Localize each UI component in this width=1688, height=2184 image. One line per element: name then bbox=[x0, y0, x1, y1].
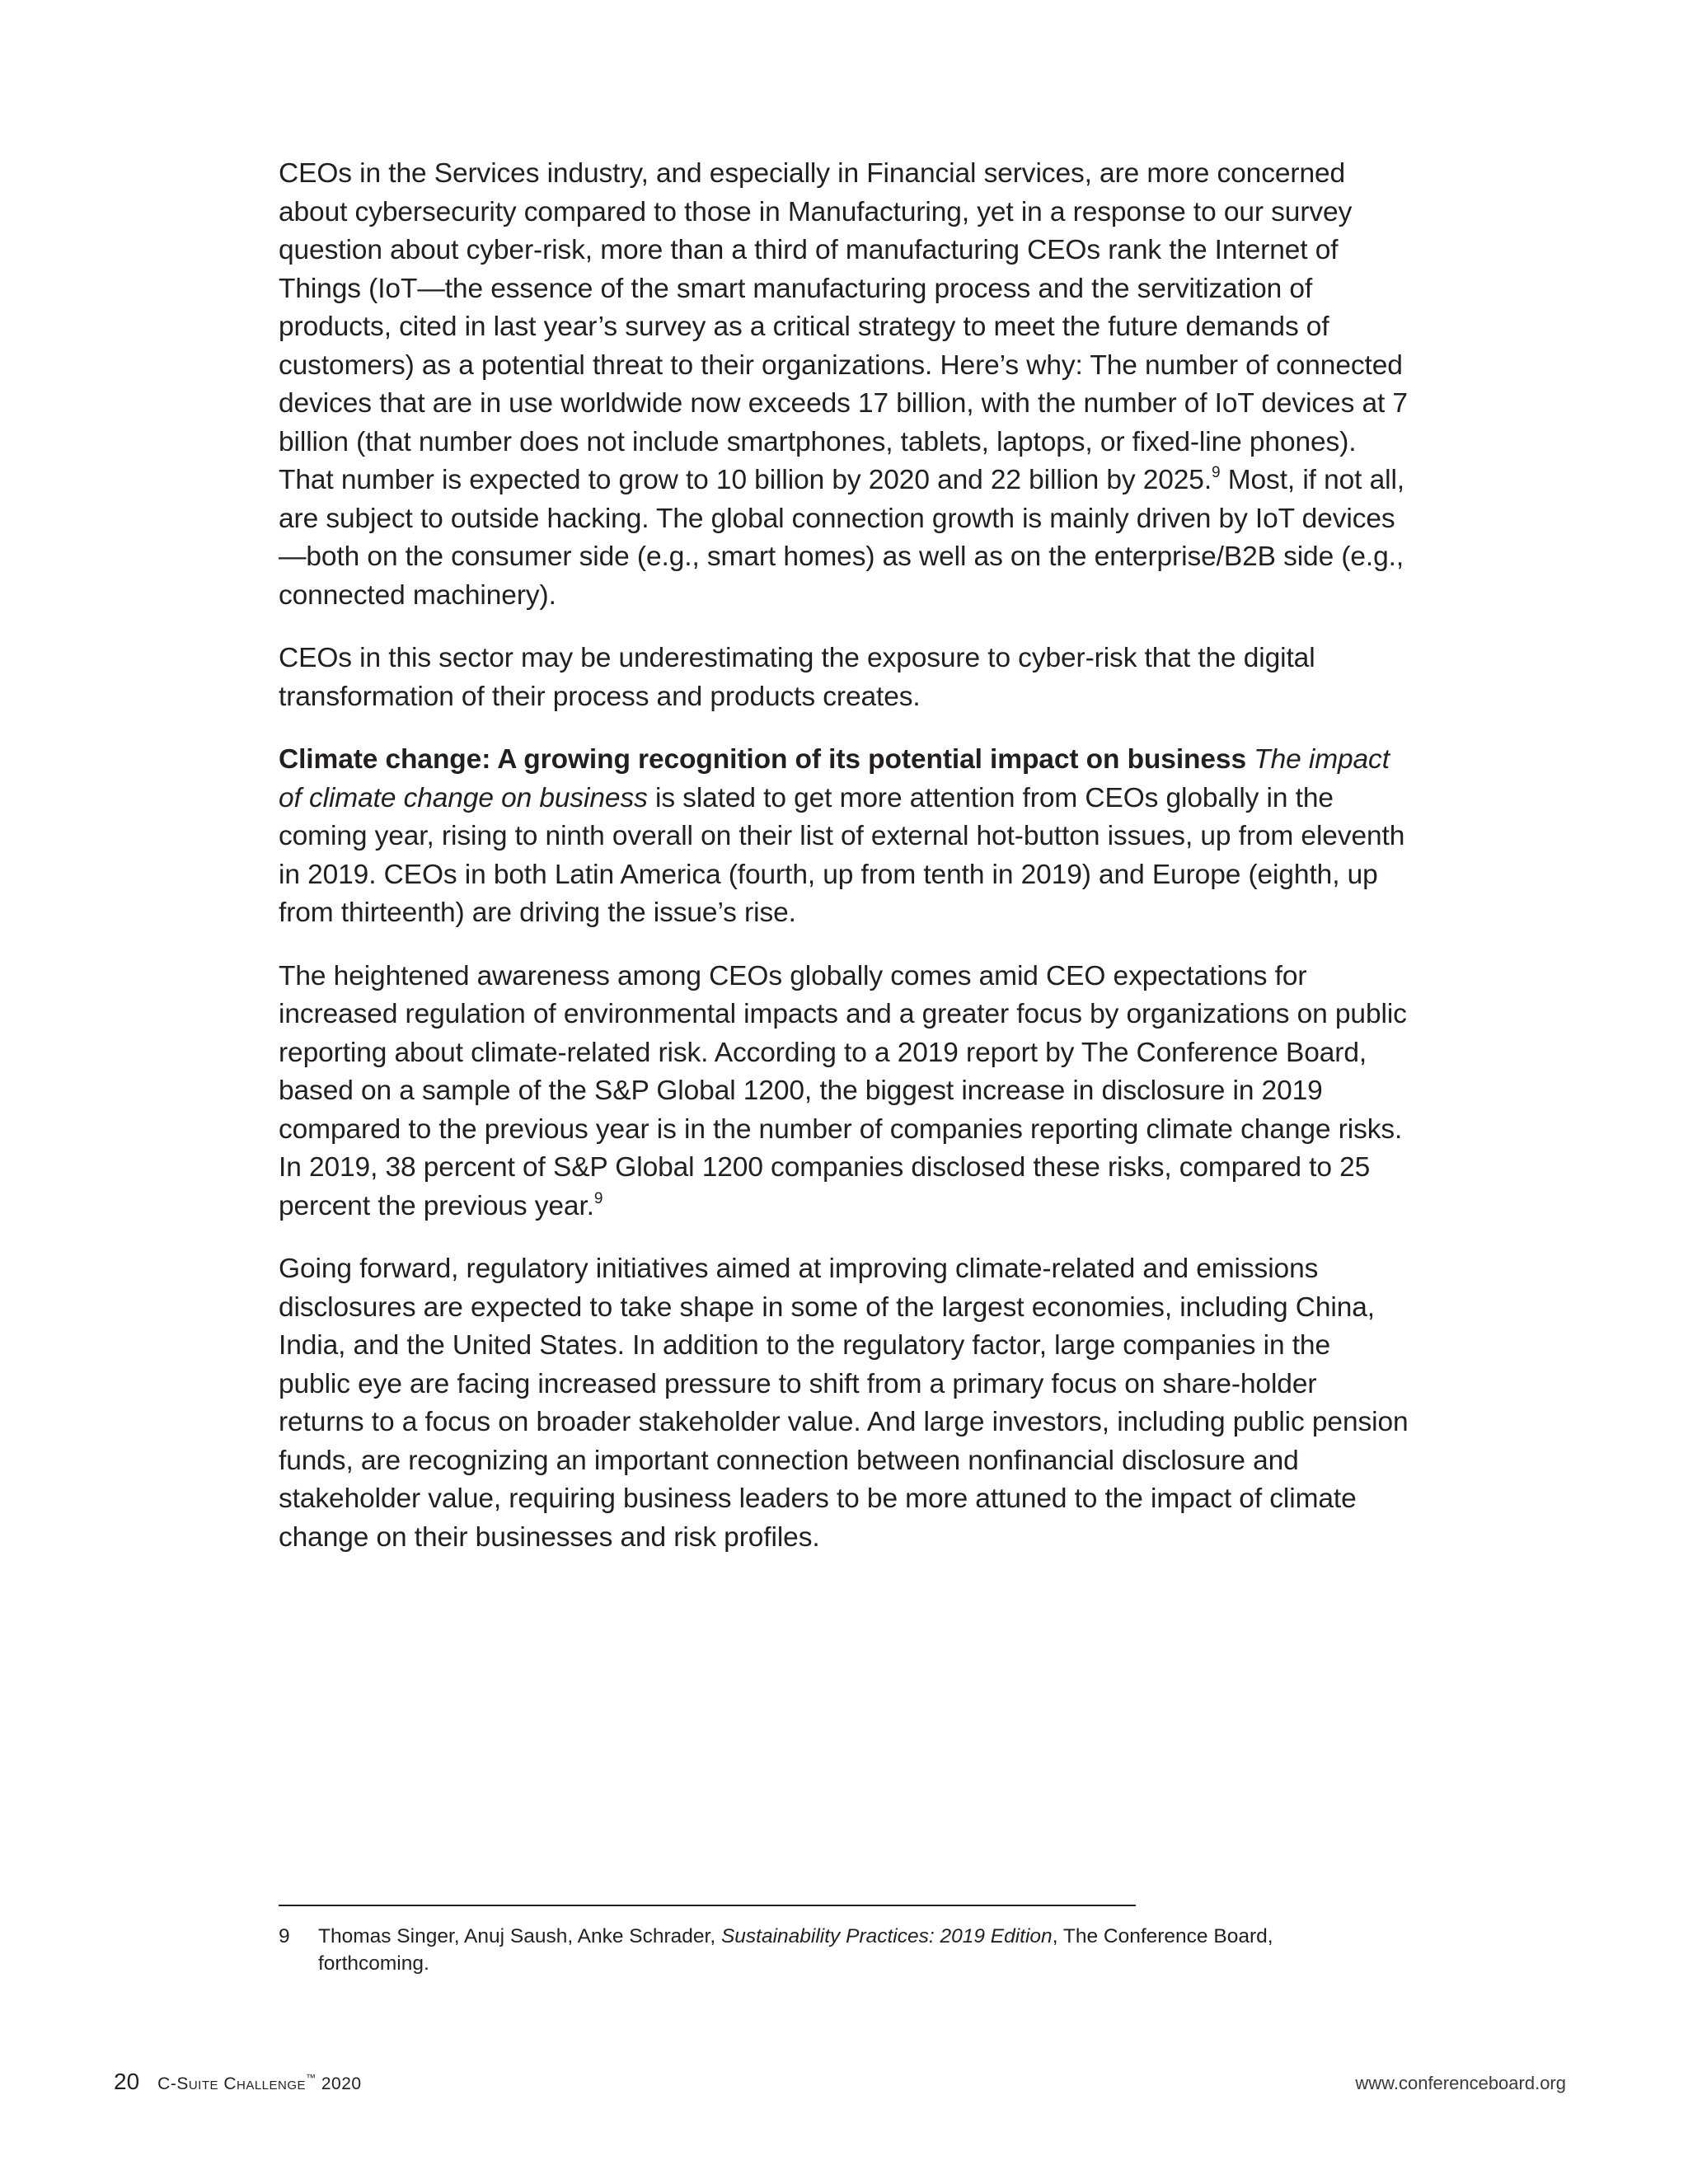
paragraph-heightened-awareness bbox=[279, 958, 1409, 1226]
paragraph-text: CEOs in the Services industry, and especially in Financial services, are more concerned about cybersecurity compared to those in Manufacturing, yet in a response to our survey question about cyber-risk, more than a third of manufacturing CEOs rank the Internet of Things (IoT—the essence of the smart manufacturing process and the servitization of products, cited in last year’s survey as a critical strategy to meet the future demands of customers) as a potential threat to their organizations. Here’s why: The number of connected devices that are in use worldwide now exceeds 17 billion, with the number of IoT devices at 7 billion (that number does not include smartphones, tablets, laptops, or fixed-line phones). That number is expected to grow to 10 billion by 2020 and 22 billion by 2025. bbox=[279, 158, 1408, 495]
page-number: 20 bbox=[114, 2069, 140, 2094]
paragraph-text: is slated to get more attention from CEOs globally in the coming year, rising to ninth overall on their list of external hot-button issues, up from eleventh in 2019. CEOs in both Latin America (fourth, up from tenth in 2019) and Europe (eighth, up from thirteenth) are driving the issue’s rise. bbox=[279, 782, 1405, 928]
body-text bbox=[279, 155, 1409, 1582]
italic-phrase: The impact of climate change on business bbox=[279, 744, 1390, 813]
paragraph-sector-exposure: CEOs in this sector may be underestimating the exposure to cyber-risk that the digital transformation of their process and products creates. bbox=[279, 643, 1315, 712]
paragraph-iot-cyber-risk bbox=[279, 155, 1409, 615]
footnote-text bbox=[318, 1923, 1350, 1977]
page-footer bbox=[114, 2069, 1566, 2098]
trademark-symbol: ™ bbox=[306, 2072, 316, 2083]
footnote bbox=[279, 1923, 1350, 1977]
paragraph-text: The heightened awareness among CEOs globally comes amid CEO expectations for increased regulation of environmental impacts and a greater focus by organizations on public reporting about climate-related risk. According to a 2019 report by The Conference Board, based on a sample of the S&P Global 1200, the biggest increase in disclosure in 2019 compared to the previous year is in the number of companies reporting climate change risks. In 2019, 38 percent of S&P Global 1200 companies disclosed these risks, compared to 25 percent the previous year. bbox=[279, 960, 1407, 1221]
footnote-source: , The Conference Board, forthcoming. bbox=[318, 1925, 1273, 1975]
footnote-reference[interactable]: 9 bbox=[593, 1189, 603, 1207]
paragraph-text: Most, if not all, are subject to outside hacking. The global connection growth is mainly driven by IoT devices—both on the consumer side (e.g., smart homes) as well as on the enterprise/B2B side (e.g., connected machinery). bbox=[279, 465, 1404, 611]
footnote-number: 9 bbox=[279, 1925, 290, 1947]
footnote-divider bbox=[279, 1905, 1136, 1906]
footer-left bbox=[114, 2069, 362, 2095]
paragraph-going-forward: Going forward, regulatory initiatives aimed at improving climate-related and emissions disclosures are expected to take shape in some of the largest economies, including China, India, and the United States. In addition to the regulatory factor, large companies in the public eye are facing increased pressure to shift from a primary focus on share-holder returns to a focus on broader stakeholder value. And large investors, including public pension funds, are recognizing an important connection between nonfinancial disclosure and stakeholder value, requiring business leaders to be more attuned to the impact of climate change on their businesses and risk profiles. bbox=[279, 1254, 1409, 1553]
paragraph-climate-change bbox=[279, 741, 1409, 933]
section-heading: Climate change: A growing recognition of its potential impact on business bbox=[279, 744, 1246, 775]
report-name bbox=[157, 2074, 361, 2094]
footnote-authors: Thomas Singer, Anuj Saush, Anke Schrader, bbox=[318, 1925, 721, 1947]
footnote-reference[interactable]: 9 bbox=[1212, 464, 1221, 481]
report-year: 2020 bbox=[316, 2074, 362, 2093]
footnote-title: Sustainability Practices: 2019 Edition bbox=[720, 1925, 1053, 1947]
website-link[interactable]: www.conferenceboard.org bbox=[1355, 2073, 1566, 2093]
report-title: C-Suite Challenge bbox=[157, 2074, 307, 2093]
